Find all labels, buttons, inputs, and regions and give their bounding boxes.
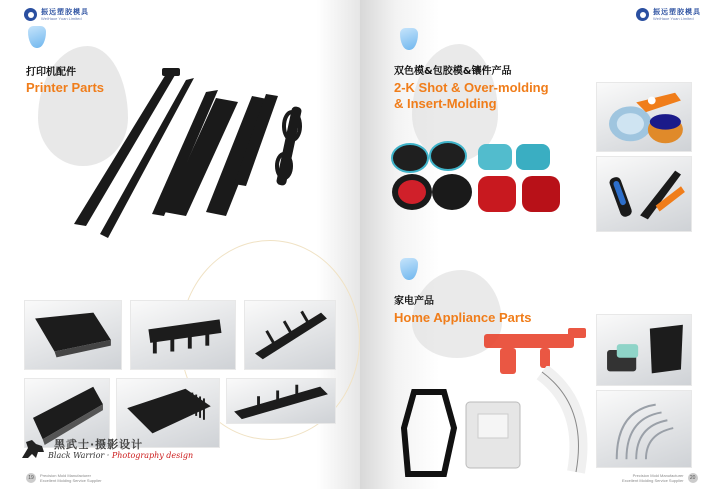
page-number: 19 bbox=[26, 473, 36, 483]
left-footer bbox=[26, 473, 102, 483]
logo-name-cn: 振远塑胶模具 bbox=[41, 8, 89, 16]
logo-name-en: WeiHaoe Yuan Limited bbox=[41, 15, 82, 21]
photographer-watermark bbox=[18, 432, 198, 466]
watermark-en: Black Warrior · Photography design bbox=[48, 451, 194, 460]
footer-line-2: Excellent Molding Service Supplier bbox=[622, 478, 684, 483]
photo-printer-part-6 bbox=[226, 378, 336, 424]
section-title-cn: 打印机配件 bbox=[26, 67, 76, 78]
photo-printer-part-1 bbox=[24, 300, 122, 370]
horse-rider-icon bbox=[18, 434, 48, 464]
footer-line-2: Excellent Molding Service Supplier bbox=[40, 478, 102, 483]
logo-name-cn: 振远塑胶模具 bbox=[653, 8, 701, 16]
blue-drop-icon bbox=[28, 26, 46, 48]
page-number: 20 bbox=[688, 473, 698, 483]
blue-drop-icon bbox=[400, 258, 418, 280]
logo-mark-icon bbox=[24, 8, 37, 21]
white-panel-part-image bbox=[462, 398, 524, 472]
black-frame-part-image bbox=[400, 388, 460, 478]
white-arc-part-image bbox=[532, 366, 592, 478]
photo-appliance-part-2 bbox=[596, 390, 692, 468]
section-title-en: Printer Parts bbox=[26, 80, 105, 95]
section2-title-en: Home Appliance Parts bbox=[394, 310, 532, 325]
section1-title-cn: 双色模&包胶模&镶件产品 bbox=[394, 66, 512, 77]
company-logo bbox=[636, 8, 701, 21]
section1-title-en-2: & Insert-Molding bbox=[394, 96, 497, 111]
footer-line-1: Precision Mold Manufacturer bbox=[40, 473, 91, 478]
logo-mark-icon bbox=[636, 8, 649, 21]
company-logo bbox=[24, 8, 89, 21]
right-page bbox=[360, 0, 720, 489]
photo-overmold-part-2 bbox=[596, 156, 692, 232]
footer-line-1: Precision Mold Manufacturer bbox=[632, 473, 684, 478]
section2-title-cn: 家电产品 bbox=[394, 296, 434, 307]
printer-parts-hero-image bbox=[56, 66, 316, 246]
logo-name-en: WeiHaoe Yuan Limited bbox=[653, 15, 694, 21]
photo-overmold-part-1 bbox=[596, 82, 692, 152]
photo-printer-part-2 bbox=[130, 300, 236, 370]
section1-title-en-1: 2-K Shot & Over-molding bbox=[394, 80, 549, 95]
right-footer bbox=[622, 473, 698, 483]
watermark-cn: 黑武士·摄影设计 bbox=[54, 438, 144, 451]
blue-drop-icon bbox=[400, 28, 418, 50]
photo-appliance-part-1 bbox=[596, 314, 692, 386]
photo-printer-part-3 bbox=[244, 300, 336, 370]
two-k-shot-parts-image bbox=[388, 140, 588, 218]
